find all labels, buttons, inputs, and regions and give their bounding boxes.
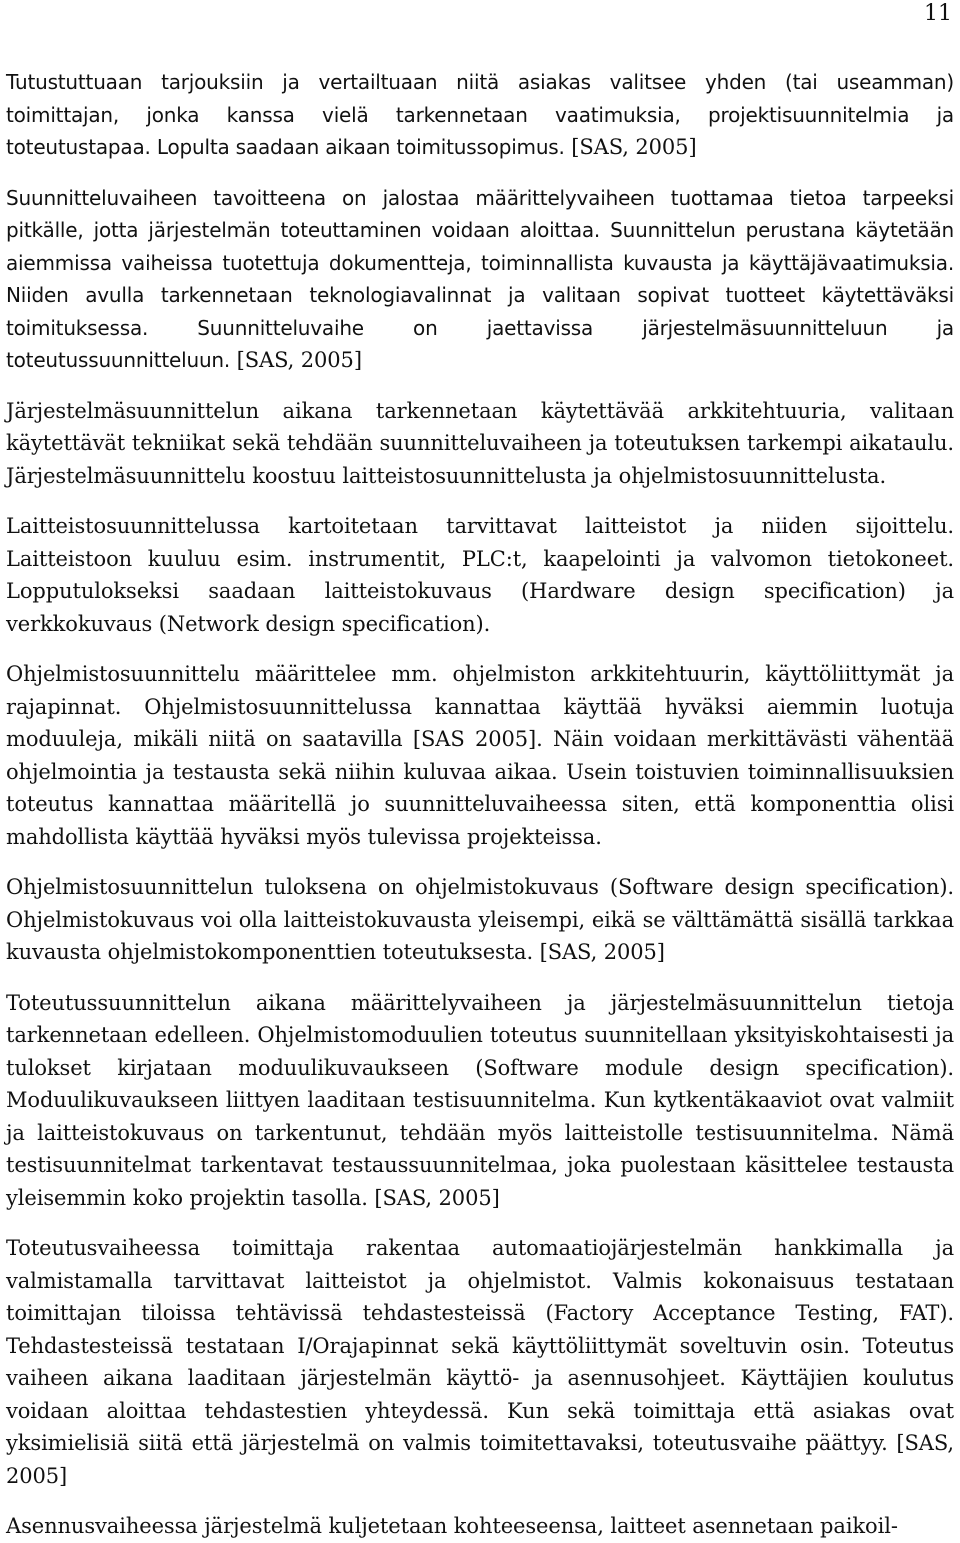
paragraph-software-spec	[6, 871, 954, 969]
paragraph-text: Laitteistosuunnittelussa kartoitetaan tarvittavat laitteistot ja niiden sijoittelu. Laitteistoon kuuluu esim. instrumentit, PLC:t, kaapelointi ja valvomon tietokoneet. Lopputulokseksi saadaan laitteistokuvaus (Hardware design specification) ja verkkokuvaus (Network design specification).	[6, 514, 954, 636]
paragraph-offer-selection	[6, 66, 954, 164]
paragraph-text: Tutustuttuaan tarjouksiin ja vertailtuaan niitä asiakas valitsee yhden (tai useamman) toimittajan, jonka kanssa vielä tarkennetaan vaatimuksia, projektisuunnitelmia ja toteutustapaa. Lopulta saadaan aikaan toimitussopimus.	[6, 70, 954, 159]
paragraph-text: Järjestelmäsuunnittelun aikana tarkennetaan käytettävää arkkitehtuuria, valitaan käytettävät tekniikat sekä tehdään suunnitteluvaiheen ja toteutuksen tarkempi aikataulu. Järjestelmäsuunnittelu koostuu laitteistosuunnittelusta ja ohjelmistosuunnittelusta.	[6, 398, 954, 488]
paragraph-design-phase	[6, 182, 954, 377]
citation: [SAS, 2005]	[230, 348, 362, 372]
paragraph-text: Toteutussuunnittelun aikana määrittelyvaiheen ja järjestelmäsuunnittelun tietoja tarkennetaan edelleen. Ohjelmistomoduulien toteutus suunnitellaan yksityiskohtaisesti ja tulokset kirjataan moduulikuvaukseen (Software module design specification). Moduulikuvaukseen liittyen laaditaan testisuunnitelma. Kun kytkentäkaaviot ovat valmiit ja laitteistokuvaus on tarkentunut, tehdään myös laitteistolle testisuunnitelma. Nämä testisuunnitelmat tarkentavat testaussuunnitelmaa, joka puolestaan käsittelee testausta yleisemmin koko projektin tasolla. [SAS, 2005]	[6, 990, 954, 1210]
paragraph-text: Asennusvaiheessa järjestelmä kuljetetaan kohteeseensa, laitteet asennetaan paikoil-	[6, 1514, 898, 1538]
document-body	[6, 66, 954, 1543]
paragraph-text: Ohjelmistosuunnittelun tuloksena on ohjelmistokuvaus (Software design specification). Ohjelmistokuvaus voi olla laitteistokuvausta yleisempi, eikä se välttämättä sisällä tarkkaa kuvausta ohjelmistokomponenttien toteutuksesta. [SAS, 2005]	[6, 875, 954, 964]
paragraph-system-design	[6, 395, 954, 493]
citation: [SAS, 2005]	[564, 135, 697, 159]
page-number: 11	[924, 1, 952, 26]
paragraph-hardware-design	[6, 510, 954, 640]
paragraph-text: Toteutusvaiheessa toimittaja rakentaa automaatiojärjestelmän hankkimalla ja valmistamalla tarvittavat laitteistot ja ohjelmistot. Valmis kokonaisuus testataan toimittajan tiloissa tehtävissä tehdastesteissä (Factory Acceptance Testing, FAT). Tehdastesteissä testataan I/Orajapinnat sekä käyttöliittymät soveltuvin osin. Toteutus vaiheen aikana laaditaan järjestelmän käyttö- ja asennusohjeet. Käyttäjien koulutus voidaan aloittaa tehdastestien yhteydessä. Kun sekä toimittaja että asiakas ovat yksimielisiä siitä että järjestelmä on valmis toimitettavaksi, toteutusvaihe päättyy. [SAS, 2005]	[6, 1236, 954, 1488]
paragraph-text: Ohjelmistosuunnittelu määrittelee mm. ohjelmiston arkkitehtuurin, käyttöliittymät ja rajapinnat. Ohjelmistosuunnittelussa kannattaa käyttää hyväksi aiemmin luotuja moduuleja, mikäli niitä on saatavilla [SAS 2005]. Näin voidaan merkittävästi vähentää ohjelmointia ja testausta sekä niihin kuluvaa aikaa. Usein toistuvien toiminnallisuuksien toteutus kannattaa määritellä jo suunnitteluvaiheessa siten, että komponenttia olisi mahdollista käyttää hyväksi myös tulevissa projekteissa.	[6, 662, 954, 849]
paragraph-software-design	[6, 658, 954, 853]
paragraph-implementation-design	[6, 987, 954, 1215]
paragraph-implementation-phase	[6, 1232, 954, 1492]
paragraph-text: Suunnitteluvaiheen tavoitteena on jalostaa määrittelyvaiheen tuottamaa tietoa tarpeeksi pitkälle, jotta järjestelmän toteuttaminen voidaan aloittaa. Suunnittelun perustana käytetään aiemmissa vaiheissa tuotettuja dokumentteja, toiminnallista kuvausta ja käyttäjävaatimuksia. Niiden avulla tarkennetaan teknologiavalinnat ja valitaan sopivat tuotteet käytettäväksi toimituksessa. Suunnitteluvaihe on jaettavissa järjestelmäsuunnitteluun ja toteutussuunnitteluun.	[6, 185, 954, 372]
paragraph-installation-phase	[6, 1510, 954, 1543]
